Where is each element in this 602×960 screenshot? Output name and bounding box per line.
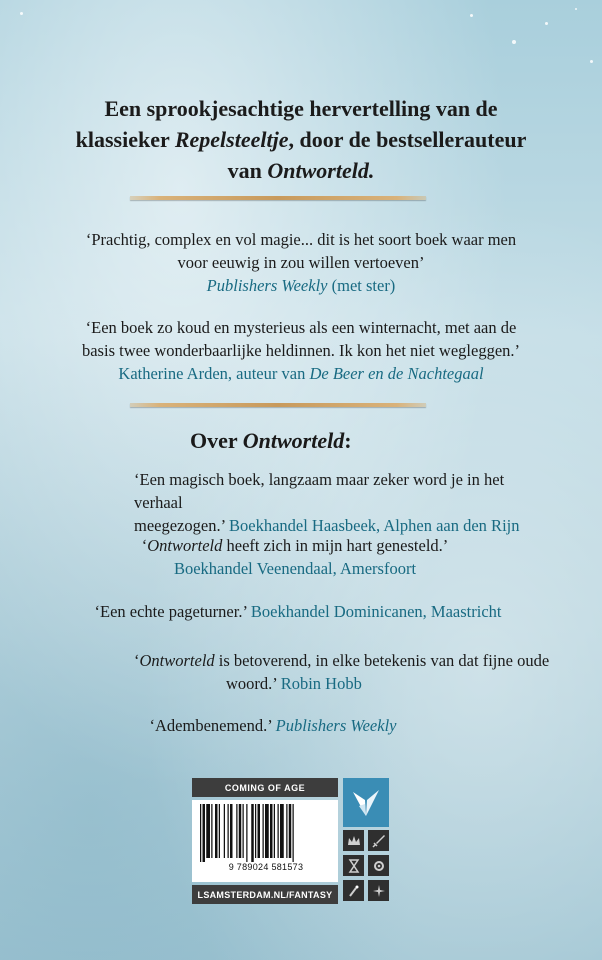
source-book-title: De Beer en de Nachtegaal	[309, 364, 484, 383]
section-heading	[190, 428, 570, 454]
quote-text: ‘Prachtig, complex en vol magie... dit is het soort boek waar men	[85, 230, 517, 249]
barcode	[192, 800, 338, 882]
book-title: Ontworteld.	[267, 158, 375, 183]
quote-source	[0, 274, 602, 297]
book-title: Repelsteeltje	[174, 127, 289, 152]
review-text: heeft zich in mijn hart genesteld.’	[222, 536, 449, 555]
heading-text: Over	[190, 428, 243, 453]
book-title: Ontworteld	[242, 428, 345, 453]
review-text: ‘Een echte pageturner.’	[94, 602, 247, 621]
hourglass-icon	[343, 855, 364, 876]
publisher-logo	[343, 778, 389, 827]
review-text: is betoverend, in elke betekenis van dat fijne oude	[214, 651, 550, 670]
quote-block	[0, 228, 602, 297]
intro-text: , door de bestsellerauteur	[288, 127, 527, 152]
publisher-url: LSAMSTERDAM.NL/FANTASY	[192, 885, 338, 904]
source-name: Katherine Arden, auteur van	[118, 364, 310, 383]
quote-text: ‘Een boek zo koud en mysterieus als een winternacht, met aan de	[85, 318, 517, 337]
quote-source	[0, 362, 602, 385]
barcode-panel	[192, 778, 338, 904]
star-burst-icon	[368, 880, 389, 901]
review-source: Robin Hobb	[280, 674, 362, 693]
review-block	[134, 649, 554, 695]
snow-speck	[575, 8, 577, 10]
crown-icon	[343, 830, 364, 851]
snow-speck	[20, 12, 23, 15]
book-title: Ontworteld	[139, 651, 215, 670]
source-note: (met ster)	[327, 276, 396, 295]
review-text: ‘Een magisch boek, langzaam maar zeker word je in het verhaal	[134, 470, 505, 512]
butterfly-icon	[349, 786, 383, 820]
wand-icon	[343, 880, 364, 901]
review-block	[134, 468, 554, 537]
review-line: ‘Ontworteld heeft zich in mijn hart genesteld.’	[141, 536, 449, 555]
intro-text: van	[227, 158, 268, 183]
intro-line	[0, 93, 602, 124]
review-text: meegezogen.’	[134, 516, 225, 535]
intro-paragraph	[0, 93, 602, 186]
review-text: ‘Adembenemend.’	[149, 716, 272, 735]
snow-speck	[545, 22, 548, 25]
review-source: Boekhandel Dominicanen, Maastricht	[250, 602, 502, 621]
review-block	[0, 534, 596, 580]
intro-line	[0, 155, 602, 186]
review-source: Boekhandel Veenendaal, Amersfoort	[173, 559, 417, 578]
snow-speck	[590, 60, 593, 63]
review-source: Publishers Weekly	[275, 716, 397, 735]
intro-line	[0, 124, 602, 155]
snow-speck	[470, 14, 473, 17]
divider	[130, 196, 426, 200]
snow-speck	[512, 40, 516, 44]
heading-text: :	[344, 428, 352, 453]
quote-block	[0, 316, 602, 385]
review-block	[0, 714, 574, 737]
divider	[130, 403, 426, 407]
review-line	[134, 672, 554, 695]
review-line: ‘Ontworteld is betoverend, in elke betekenis van dat fijne oude	[134, 651, 550, 670]
isbn-number: 9 789024 581573	[228, 862, 304, 872]
intro-text: klassieker	[75, 127, 175, 152]
sword-icon	[368, 830, 389, 851]
quote-text: voor eeuwig in zou willen vertoeven’	[177, 253, 425, 272]
review-block	[0, 600, 599, 623]
review-source: Boekhandel Haasbeek, Alphen aan den Rijn	[228, 516, 520, 535]
intro-text: Een sprookjesachtige hervertelling van de	[104, 96, 498, 121]
review-text: woord.’	[226, 674, 277, 693]
genre-label: COMING OF AGE	[192, 778, 338, 797]
source-name: Publishers Weekly	[206, 276, 328, 295]
quote-text: basis twee wonderbaarlijke heldinnen. Ik kon het niet wegleggen.’	[81, 341, 521, 360]
barcode-bars	[198, 804, 332, 862]
book-title: Ontworteld	[147, 536, 223, 555]
gear-icon	[368, 855, 389, 876]
